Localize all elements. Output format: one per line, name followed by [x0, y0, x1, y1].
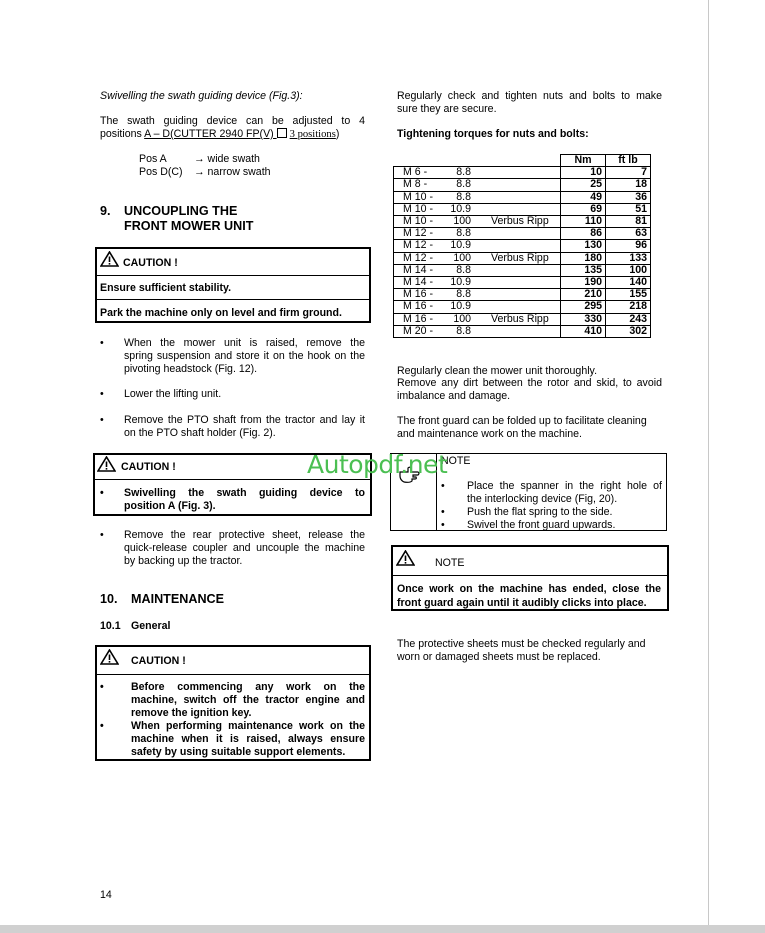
caution-3-b2-line-1: When performing maintenance work on the — [131, 720, 365, 732]
bolt-size-cell — [394, 191, 561, 203]
bolt-size: M 10 - — [403, 190, 434, 203]
bullet-icon: • — [100, 337, 104, 349]
table-header-row — [394, 155, 651, 167]
caution-3-b1-line-2: machine, switch off the tractor engine and — [131, 694, 365, 706]
page-number: 14 — [100, 889, 112, 901]
section-10-number: 10. — [100, 592, 118, 606]
bolt-grade: 8.8 — [456, 166, 471, 179]
section-10-1-number: 10.1 — [100, 620, 121, 632]
torque-nm: 180 — [561, 252, 606, 264]
bolt-size-cell — [394, 252, 561, 264]
bullet-1-line-2: spring suspension and store it on the hook on the — [124, 350, 365, 362]
torque-ftlb: 96 — [606, 240, 651, 252]
bolt-size-cell — [394, 216, 561, 228]
note-1-b3: Swivel the front guard upwards. — [467, 519, 616, 531]
bullet-icon: • — [100, 720, 104, 732]
bolt-size: M 10 - — [403, 215, 434, 228]
torque-ftlb: 243 — [606, 313, 651, 325]
bolt-size-cell — [394, 167, 561, 179]
bolt-size: M 12 - — [403, 251, 434, 264]
torque-nm: 110 — [561, 216, 606, 228]
torque-ftlb: 302 — [606, 325, 651, 337]
note-1-b1-line-1: Place the spanner in the right hole of — [467, 480, 662, 492]
divider — [96, 674, 370, 675]
bullet-4-line-3: by backing up the tractor. — [124, 555, 243, 567]
table-row — [394, 252, 651, 264]
bolt-size: M 14 - — [403, 276, 434, 289]
bullet-4-line-2: quick-release coupler and uncouple the machine — [124, 542, 365, 554]
torque-nm: 130 — [561, 240, 606, 252]
bolt-grade: 100 — [453, 215, 471, 228]
divider — [94, 479, 371, 480]
bolt-grade: 8.8 — [456, 263, 471, 276]
caution-3-b1-line-1: Before commencing any work on the — [131, 681, 365, 693]
divider — [96, 275, 370, 276]
caution-1-line-1: Ensure sufficient stability. — [100, 282, 232, 294]
bolt-size: M 6 - — [403, 166, 428, 179]
divider — [392, 575, 668, 576]
caution-3-title: CAUTION ! — [131, 655, 186, 667]
clean-line-1: Regularly clean the mower unit thoroughly. — [397, 365, 598, 377]
section-10-title: MAINTENANCE — [131, 592, 225, 606]
bullet-icon: • — [441, 519, 445, 531]
bullet-icon: • — [100, 681, 104, 693]
bolt-size-cell — [394, 301, 561, 313]
bullet-icon: • — [100, 414, 104, 426]
bolt-size: M 14 - — [403, 263, 434, 276]
caution-3-b1-line-3: remove the ignition key. — [131, 707, 252, 719]
torque-ftlb: 133 — [606, 252, 651, 264]
table-row — [394, 289, 651, 301]
bolt-grade: 8.8 — [456, 227, 471, 240]
caution-1-title: CAUTION ! — [123, 257, 178, 269]
torque-ftlb: 7 — [606, 167, 651, 179]
caution-3-b2-line-2: machine when it is raised, always ensure — [131, 733, 365, 745]
bolt-size: M 16 - — [403, 300, 434, 313]
torque-title: Tightening torques for nuts and bolts: — [397, 128, 589, 140]
pos-d-desc: → narrow swath — [194, 166, 271, 178]
torque-ftlb: 63 — [606, 228, 651, 240]
table-row — [394, 167, 651, 179]
bolt-grade: 8.8 — [456, 288, 471, 301]
bullet-3-line-2: on the PTO shaft holder (Fig. 2). — [124, 427, 276, 439]
bolt-grade: 100 — [453, 251, 471, 264]
torque-nm: 49 — [561, 191, 606, 203]
torque-nm: 330 — [561, 313, 606, 325]
divider — [96, 299, 370, 300]
bolt-note: Verbus Ripp — [491, 312, 549, 325]
caution-2-line-1: Swivelling the swath guiding device to — [124, 487, 365, 499]
clean-line-2: Remove any dirt between the rotor and skid, to avoid — [397, 377, 662, 389]
bolt-grade: 10.9 — [450, 239, 471, 252]
bullet-icon: • — [100, 529, 104, 541]
torque-nm: 86 — [561, 228, 606, 240]
bolt-grade: 10.9 — [450, 202, 471, 215]
checkbox-icon — [277, 128, 287, 138]
bolt-size-cell — [394, 203, 561, 215]
table-row — [394, 325, 651, 337]
torque-nm: 25 — [561, 179, 606, 191]
torque-ftlb: 100 — [606, 264, 651, 276]
bullet-icon: • — [441, 480, 445, 492]
bolt-size: M 12 - — [403, 239, 434, 252]
intro-line-2: sure they are secure. — [397, 103, 497, 115]
bolt-grade: 8.8 — [456, 324, 471, 337]
caution-2-title: CAUTION ! — [121, 461, 176, 473]
table-row — [394, 313, 651, 325]
bolt-note: Verbus Ripp — [491, 215, 549, 228]
torque-ftlb: 81 — [606, 216, 651, 228]
page-bottom-edge — [0, 925, 765, 933]
torque-ftlb: 218 — [606, 301, 651, 313]
torque-ftlb: 140 — [606, 277, 651, 289]
swivel-text-1: The swath guiding device can be adjusted to 4 — [100, 115, 365, 127]
torque-ftlb: 51 — [606, 203, 651, 215]
bullet-3-line-1: Remove the PTO shaft from the tractor and lay it — [124, 414, 365, 426]
torque-ftlb: 18 — [606, 179, 651, 191]
torque-nm: 190 — [561, 277, 606, 289]
pos-d-label: Pos D(C) — [139, 166, 183, 178]
page-margin-right — [708, 0, 765, 933]
caution-1-line-2: Park the machine only on level and firm ground. — [100, 307, 342, 319]
guard-line-1: The front guard can be folded up to facilitate cleaning — [397, 415, 647, 427]
bolt-size-cell — [394, 313, 561, 325]
sheets-line-1: The protective sheets must be checked regularly and — [397, 638, 646, 650]
bolt-grade: 8.8 — [456, 190, 471, 203]
table-row — [394, 203, 651, 215]
column-header-ftlb: ft lb — [606, 155, 651, 167]
torque-nm: 410 — [561, 325, 606, 337]
caution-2-line-2: position A (Fig. 3). — [124, 500, 216, 512]
warning-triangle-icon — [396, 550, 415, 566]
torque-ftlb: 36 — [606, 191, 651, 203]
table-row — [394, 264, 651, 276]
bolt-grade: 10.9 — [450, 300, 471, 313]
bolt-size: M 12 - — [403, 227, 434, 240]
bolt-note: Verbus Ripp — [491, 251, 549, 264]
table-row — [394, 277, 651, 289]
swivel-text-2: positions A – D(CUTTER 2940 FP(V) 3 positions) — [100, 128, 340, 140]
bullet-4-line-1: Remove the rear protective sheet, release the — [124, 529, 365, 541]
section-9-number: 9. — [100, 204, 111, 218]
intro-line-1: Regularly check and tighten nuts and bolts to make — [397, 90, 662, 102]
bolt-size-cell — [394, 240, 561, 252]
table-row — [394, 179, 651, 191]
caution-3-b2-line-3: safety by using suitable support elements. — [131, 746, 346, 758]
table-row — [394, 301, 651, 313]
bolt-size-cell — [394, 289, 561, 301]
bolt-grade: 10.9 — [450, 276, 471, 289]
bolt-grade: 8.8 — [456, 178, 471, 191]
section-9-title-2: FRONT MOWER UNIT — [124, 219, 254, 233]
note-1-title: NOTE — [441, 455, 471, 467]
bullet-1-line-1: When the mower unit is raised, remove the — [124, 337, 365, 349]
torque-nm: 295 — [561, 301, 606, 313]
bullet-icon: • — [441, 506, 445, 518]
bolt-size-cell — [394, 325, 561, 337]
bolt-size: M 10 - — [403, 202, 434, 215]
torque-nm: 69 — [561, 203, 606, 215]
torque-nm: 135 — [561, 264, 606, 276]
table-row — [394, 240, 651, 252]
torque-nm: 10 — [561, 167, 606, 179]
torque-nm: 210 — [561, 289, 606, 301]
bolt-size: M 16 - — [403, 288, 434, 301]
table-row — [394, 191, 651, 203]
table-row — [394, 216, 651, 228]
note-1-b1-line-2: the interlocking device (Fig, 20). — [467, 493, 618, 505]
note-2-line-1: Once work on the machine has ended, close the — [397, 583, 661, 595]
watermark: Autopdf.net — [307, 450, 448, 479]
note-2-title: NOTE — [435, 557, 465, 569]
pos-a-desc: → wide swath — [194, 153, 260, 165]
bolt-size-cell — [394, 264, 561, 276]
bolt-size-cell — [394, 179, 561, 191]
section-9-title-1: UNCOUPLING THE — [124, 204, 238, 218]
bolt-grade: 100 — [453, 312, 471, 325]
bullet-icon: • — [100, 388, 104, 400]
bolt-size: M 20 - — [403, 324, 434, 337]
warning-triangle-icon — [100, 649, 119, 665]
bolt-size: M 8 - — [403, 178, 428, 191]
warning-triangle-icon — [100, 251, 119, 267]
swivel-title: Swivelling the swath guiding device (Fig.3): — [100, 90, 303, 102]
table-row — [394, 228, 651, 240]
section-10-1-title: General — [131, 620, 171, 632]
bolt-size-cell — [394, 277, 561, 289]
guard-line-2: and maintenance work on the machine. — [397, 428, 582, 440]
note-1-b2: Push the flat spring to the side. — [467, 506, 613, 518]
column-header-nm: Nm — [561, 155, 606, 167]
bullet-1-line-3: pivoting headstock (Fig. 12). — [124, 363, 258, 375]
bullet-icon: • — [100, 487, 104, 499]
pos-a-label: Pos A — [139, 153, 167, 165]
torque-table — [393, 154, 651, 338]
bolt-size-cell — [394, 228, 561, 240]
sheets-line-2: worn or damaged sheets must be replaced. — [397, 651, 601, 663]
note-2-line-2: front guard again until it audibly clicks into place. — [397, 597, 647, 609]
torque-ftlb: 155 — [606, 289, 651, 301]
warning-triangle-icon — [97, 456, 116, 472]
bullet-2: Lower the lifting unit. — [124, 388, 222, 400]
clean-line-3: imbalance and damage. — [397, 390, 511, 402]
bolt-size: M 16 - — [403, 312, 434, 325]
